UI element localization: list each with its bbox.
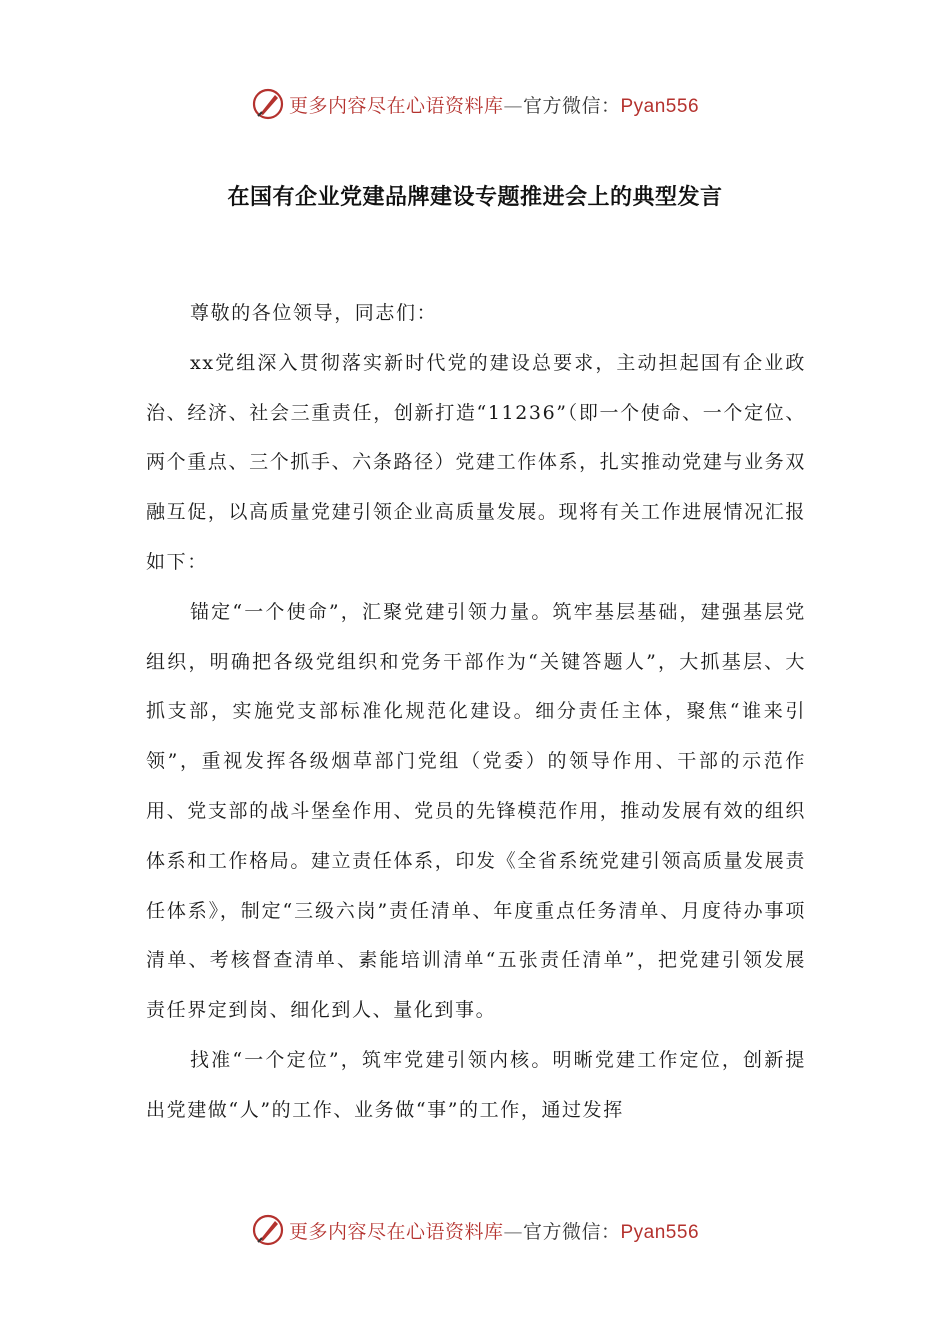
positioning-paragraph: 找准“一个定位”，筑牢党建引领内核。明晰党建工作定位，创新提出党建做“人”的工作、业务做“事”的工作，通过发挥 — [146, 1048, 806, 1121]
watermark-official: 官方微信： — [522, 1220, 621, 1243]
intro-paragraph: xx党组深入贯彻落实新时代党的建设总要求，主动担起国有企业政治、经济、社会三重责任，创新打造“11236”（即一个使命、一个定位、两个重点、三个抓手、六条路径）党建工作体系，扎实推动党建与业务双融互促，以高质量党建引领企业高质量发展。现将有关工作进展情况汇报如下： — [146, 351, 806, 573]
watermark-official: 官方微信： — [522, 94, 621, 117]
watermark-dash: — — [503, 1220, 523, 1243]
quill-logo-icon — [251, 87, 285, 121]
watermark-wechat: Pyan556 — [620, 1221, 700, 1243]
watermark-wechat: Pyan556 — [620, 95, 700, 117]
watermark-site: 更多内容尽在心语资料库 — [288, 1220, 504, 1243]
watermark-dash: — — [503, 94, 523, 117]
watermark-text — [289, 1217, 699, 1244]
salutation-paragraph: 尊敬的各位领导，同志们： — [190, 302, 438, 324]
watermark-text — [289, 91, 699, 118]
watermark-site: 更多内容尽在心语资料库 — [288, 94, 504, 117]
watermark-banner-bottom — [0, 1210, 950, 1250]
mission-paragraph: 锚定“一个使命”，汇聚党建引领力量。筑牢基层基础，建强基层党组织，明确把各级党组织和党务干部作为“关键答题人”，大抓基层、大抓支部，实施党支部标准化规范化建设。细分责任主体，聚焦“谁来引领”，重视发挥各级烟草部门党组（党委）的领导作用、干部的示范作用、党支部的战斗堡垒作用、党员的先锋模范作用，推动发展有效的组织体系和工作格局。建立责任体系，印发《全省系统党建引领高质量发展责任体系》，制定“三级六岗”责任清单、年度重点任务清单、月度待办事项清单、考核督查清单、素能培训清单“五张责任清单”，把党建引领发展责任界定到岗、细化到人、量化到事。 — [146, 600, 806, 1022]
document-body — [146, 289, 806, 1136]
document-title: 在国有企业党建品牌建设专题推进会上的典型发言 — [227, 184, 723, 210]
watermark-banner-top — [0, 84, 950, 124]
quill-logo-icon — [251, 1213, 285, 1247]
